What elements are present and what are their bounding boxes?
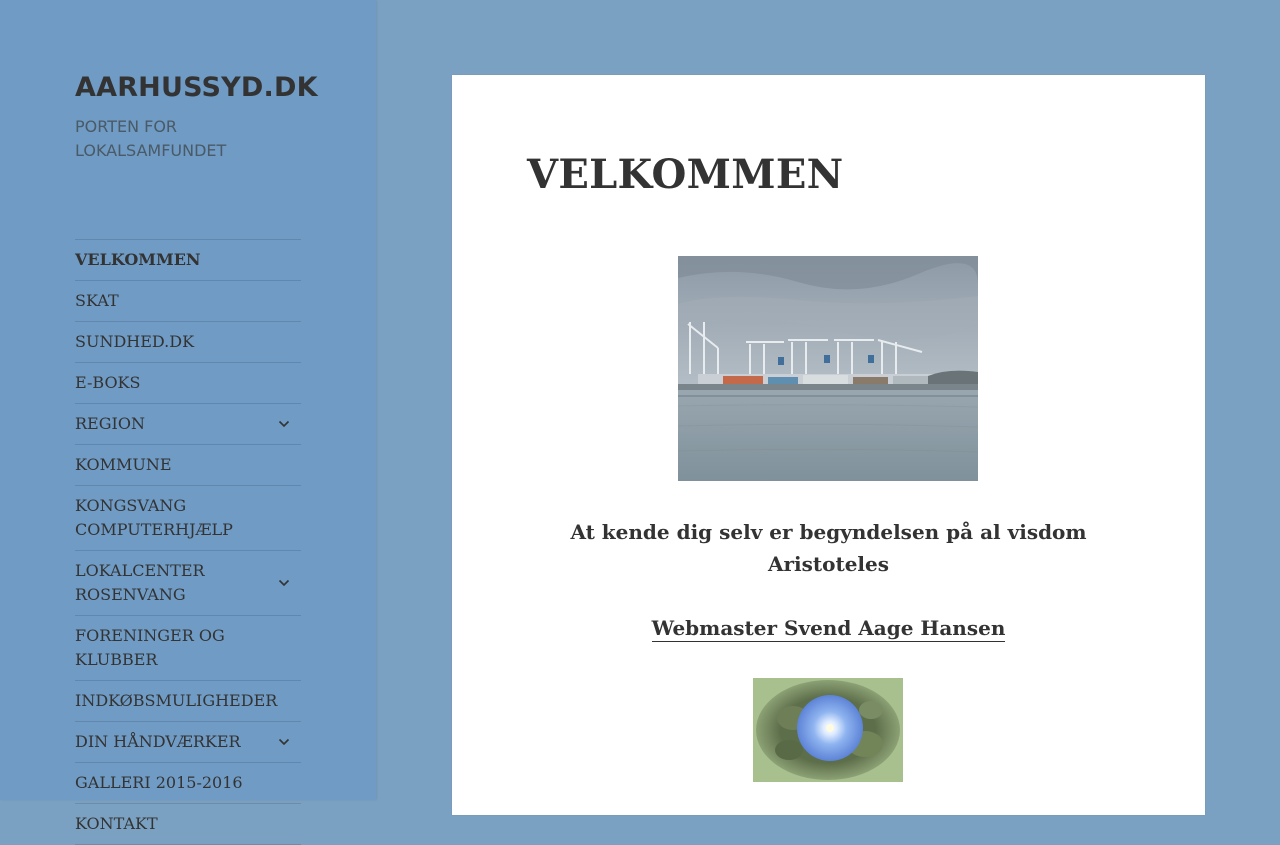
nav-item-sundhed[interactable]	[75, 322, 301, 363]
nav-item-label: REGION	[75, 414, 145, 433]
webmaster-link[interactable]: Webmaster Svend Aage Hansen	[651, 616, 1006, 640]
site-description: PORTEN FOR LOKALSAMFUNDET	[75, 117, 227, 160]
nav-item-galleri[interactable]	[75, 763, 301, 804]
nav-item-lokalcenter-rosenvang[interactable]	[75, 551, 301, 616]
nav-item-label: KONTAKT	[75, 814, 158, 833]
nav-item-label: KONGSVANG COMPUTERHJÆLP	[75, 496, 233, 539]
nav-item-kongsvang-computerhjaelp[interactable]	[75, 486, 301, 551]
nav-item-label: SKAT	[75, 291, 119, 310]
content-card	[452, 75, 1205, 815]
nav-item-label: E-BOKS	[75, 373, 141, 392]
nav-item-e-boks[interactable]	[75, 363, 301, 404]
main-navigation	[75, 239, 301, 845]
nav-item-foreninger-og-klubber[interactable]	[75, 616, 301, 681]
nav-item-label: LOKALCENTER ROSENVANG	[75, 561, 205, 604]
nav-item-label: INDKØBSMULIGHEDER	[75, 691, 278, 710]
webmaster-container	[452, 612, 1205, 644]
nav-item-label: SUNDHED.DK	[75, 332, 195, 351]
nav-item-velkommen[interactable]	[75, 240, 301, 281]
chevron-down-icon[interactable]	[273, 572, 295, 594]
chevron-down-icon[interactable]	[273, 413, 295, 435]
nav-item-region[interactable]	[75, 404, 301, 445]
nav-item-label: DIN HÅNDVÆRKER	[75, 732, 241, 751]
nav-item-label: KOMMUNE	[75, 455, 172, 474]
nav-item-din-handvaerker[interactable]	[75, 722, 301, 763]
sidebar	[0, 0, 376, 833]
nav-item-skat[interactable]	[75, 281, 301, 322]
nav-item-label: GALLERI 2015-2016	[75, 773, 243, 792]
quote-text: At kende dig selv er begyndelsen på al visdom	[570, 520, 1087, 544]
site-title[interactable]: AARHUSSYD.DK	[75, 72, 318, 103]
nav-item-kommune[interactable]	[75, 445, 301, 486]
chevron-down-icon[interactable]	[273, 731, 295, 753]
nav-item-indkobsmuligheder[interactable]	[75, 681, 301, 722]
flower-photo	[753, 678, 903, 782]
nav-item-label: FORENINGER OG KLUBBER	[75, 626, 225, 669]
page-title: VELKOMMEN	[527, 151, 844, 198]
harbor-photo	[678, 256, 978, 481]
nav-item-label: VELKOMMEN	[75, 250, 201, 269]
nav-item-kontakt[interactable]	[75, 804, 301, 845]
quote-author: Aristoteles	[767, 552, 890, 576]
